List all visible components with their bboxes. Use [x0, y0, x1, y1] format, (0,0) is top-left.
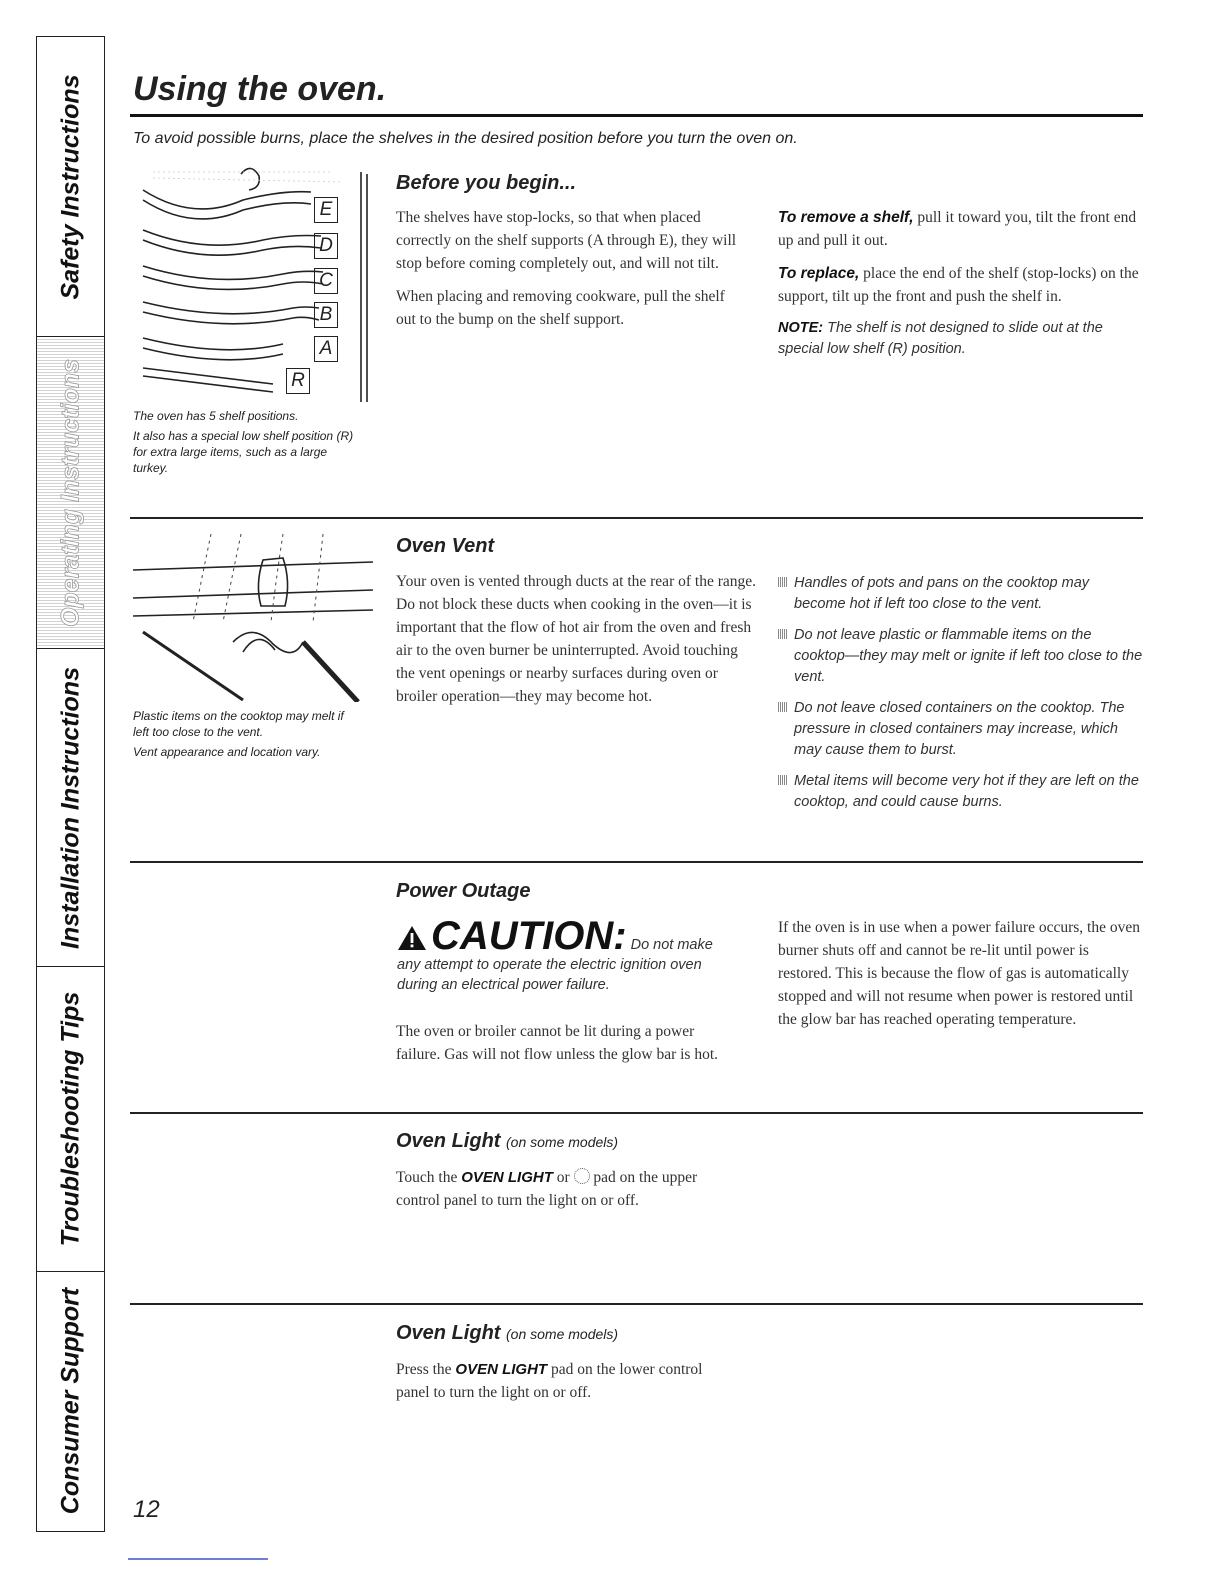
vent-caption	[133, 708, 363, 764]
section-divider	[130, 517, 1143, 519]
title-note: (on some models)	[506, 1326, 619, 1342]
list-item	[778, 625, 1143, 688]
title-rule	[130, 114, 1143, 117]
light-upper-body	[396, 1166, 736, 1222]
section-divider	[130, 1112, 1143, 1114]
shelf-label-c: C	[314, 268, 338, 294]
paragraph: The oven or broiler cannot be lit during a power failure. Gas will not flow unless the glow bar is hot.	[396, 1023, 719, 1063]
text-part: or	[556, 1169, 570, 1186]
text-part: Touch the	[396, 1169, 458, 1186]
caption-line: Plastic items on the cooktop may melt if left too close to the vent.	[133, 709, 344, 739]
bullet-text: Metal items will become very hot if they are left on the cooktop, and could cause burns.	[794, 773, 1139, 810]
sidebar-nav	[36, 36, 105, 1532]
caution-text-block	[397, 914, 737, 995]
title-note: (on some models)	[506, 1134, 619, 1150]
tab-troubleshooting-tips[interactable]	[37, 967, 104, 1272]
section-divider	[130, 861, 1143, 863]
note-text: The shelf is not designed to slide out at the special low shelf (R) position.	[778, 320, 1103, 357]
section-title-light-lower	[396, 1322, 618, 1345]
footer-line	[128, 1558, 268, 1560]
outage-body-right	[778, 916, 1143, 1041]
before-right-column	[778, 206, 1143, 370]
body-text: place the end of the shelf (stop-locks) on the support, tilt up the front and push the shelf in.	[778, 265, 1139, 305]
bullet-text: Handles of pots and pans on the cooktop may become hot if left too close to the vent.	[794, 575, 1090, 612]
replace-shelf-text	[778, 262, 1143, 308]
title-text: Oven Light	[396, 1322, 501, 1344]
caption-line: Vent appearance and location vary.	[133, 745, 321, 759]
tab-label: Installation Instructions	[56, 666, 84, 949]
remove-shelf-text	[778, 206, 1143, 252]
light-lower-body	[396, 1358, 736, 1414]
lead-text: To replace,	[778, 265, 860, 282]
caption-line: The oven has 5 shelf positions.	[133, 409, 299, 423]
outage-body-left	[396, 1020, 736, 1076]
vent-warnings-list	[778, 573, 1143, 823]
text-part: Press the	[396, 1361, 452, 1378]
lead-text: To remove a shelf,	[778, 209, 914, 226]
shelf-label-a: A	[314, 336, 338, 362]
note-label: NOTE:	[778, 320, 824, 336]
section-divider	[130, 1303, 1143, 1305]
tab-installation-instructions[interactable]	[37, 649, 104, 967]
bullet-icon	[778, 577, 788, 587]
shelf-label-b: B	[314, 302, 338, 328]
list-item	[778, 698, 1143, 761]
tab-consumer-support[interactable]	[37, 1272, 104, 1530]
shelf-note	[778, 318, 1143, 360]
light-symbol-icon	[574, 1168, 590, 1184]
title-text: Oven Light	[396, 1130, 501, 1152]
caution-text: Do not make any attempt to operate the electric ignition oven during an electrical power failure.	[397, 937, 713, 993]
bullet-icon	[778, 702, 788, 712]
before-body	[396, 206, 738, 341]
page-number: 12	[133, 1496, 160, 1523]
paragraph: The shelves have stop-locks, so that when placed correctly on the shelf supports (A through E), they will stop before coming completely out, and will not tilt.	[396, 209, 737, 272]
page-title: Using the oven.	[133, 70, 387, 108]
text-part: pad on the lower control panel to turn the light on or off.	[396, 1361, 703, 1401]
shelf-caption	[133, 408, 363, 480]
section-title-vent: Oven Vent	[396, 535, 495, 557]
bullet-icon	[778, 629, 788, 639]
tab-operating-instructions[interactable]	[37, 337, 104, 649]
tab-label: Troubleshooting Tips	[56, 991, 84, 1247]
oven-light-keyword: OVEN LIGHT	[455, 1361, 548, 1378]
oven-vent-illustration	[133, 532, 373, 702]
list-item	[778, 573, 1143, 615]
section-title-outage: Power Outage	[396, 880, 531, 902]
bullet-text: Do not leave closed containers on the cooktop. The pressure in closed containers may increase, which may cause them to burst.	[794, 700, 1125, 758]
tab-label: Consumer Support	[56, 1287, 84, 1515]
list-item	[778, 771, 1143, 813]
tab-label: Safety Instructions	[56, 73, 84, 300]
paragraph	[396, 1358, 736, 1404]
section-title-before: Before you begin...	[396, 172, 577, 194]
page-subtitle: To avoid possible burns, place the shelves in the desired position before you turn the oven on.	[133, 130, 798, 147]
shelf-label-e: E	[314, 197, 338, 223]
oven-light-keyword: OVEN LIGHT	[461, 1169, 553, 1186]
caution-block	[397, 914, 737, 995]
bullet-icon	[778, 775, 788, 785]
paragraph: If the oven is in use when a power failure occurs, the oven burner shuts off and cannot be re-lit until power is restored. This is because the flow of gas is automatically stopped and will not resume when power is restored until the glow bar has reached operating temperature.	[778, 919, 1140, 1028]
caution-word: CAUTION:	[431, 914, 627, 958]
shelf-label-r: R	[286, 368, 310, 394]
paragraph	[396, 1166, 736, 1212]
section-title-light-upper	[396, 1130, 618, 1153]
text-part: pad on the upper control panel to turn the light on or off.	[396, 1169, 698, 1209]
bullet-text: Do not leave plastic or flammable items on the cooktop—they may melt or ignite if left too close to the vent.	[794, 627, 1143, 685]
paragraph: Your oven is vented through ducts at the rear of the range. Do not block these ducts when cooking in the oven—it is important that the flow of hot air from the oven and fresh air to the oven burner be uninterrupted. Avoid touching the vent openings or nearby surfaces during oven or broiler operation—they may become hot.	[396, 573, 756, 705]
caption-line: It also has a special low shelf position (R) for extra large items, such as a large turkey.	[133, 429, 354, 475]
tab-label: Operating Instructions	[56, 358, 84, 627]
tab-safety-instructions[interactable]	[37, 37, 104, 337]
warning-triangle-icon	[397, 925, 427, 951]
shelf-label-d: D	[314, 233, 338, 259]
vent-body	[396, 570, 756, 718]
body-text: pull it toward you, tilt the front end up and pull it out.	[778, 209, 1137, 249]
paragraph: When placing and removing cookware, pull the shelf out to the bump on the shelf support.	[396, 288, 725, 328]
